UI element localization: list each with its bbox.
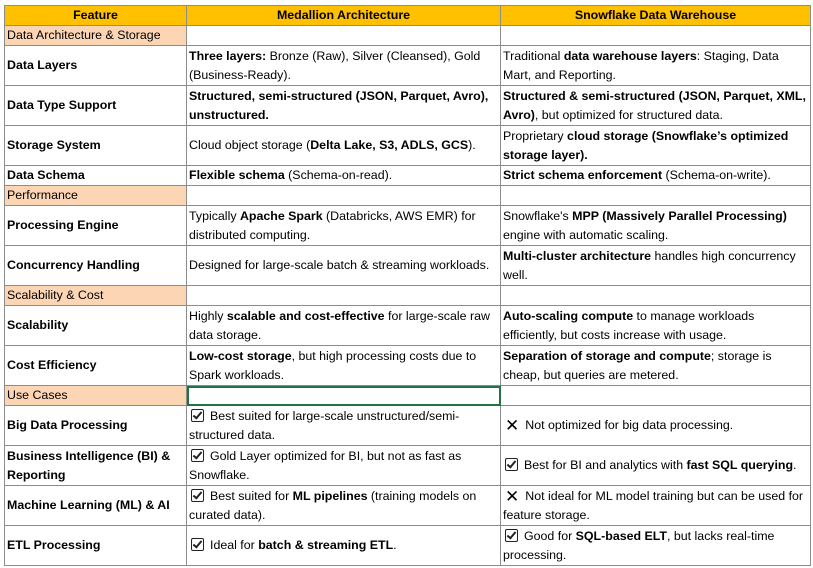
feature-ml-ai[interactable]: Machine Learning (ML) & AI — [5, 486, 187, 526]
table-row — [5, 46, 811, 86]
cell-text: . — [793, 458, 797, 472]
bold-text: Low-cost storage — [189, 348, 292, 363]
empty-cell[interactable] — [187, 186, 501, 206]
snowflake-cell[interactable] — [501, 246, 811, 286]
cell-text: Typically — [189, 208, 240, 223]
section-scalability[interactable]: Scalability & Cost — [5, 286, 187, 306]
cell-text: , but high processing costs due to Spark workloads. — [189, 348, 477, 382]
comparison-table — [4, 5, 811, 566]
cell-text: Ideal for — [210, 538, 259, 552]
cell-text: Best for BI and analytics with — [524, 458, 687, 472]
checkbox-checked-icon — [191, 489, 204, 502]
bold-text: Multi-cluster architecture — [503, 248, 652, 263]
snowflake-cell[interactable] — [501, 406, 811, 446]
medallion-cell[interactable] — [187, 486, 501, 526]
checkbox-checked-icon — [505, 529, 518, 542]
cell-text: Bronze (Raw), Silver (Cleansed), Gold (Business-Ready). — [189, 48, 481, 82]
bold-text: fast SQL querying — [686, 458, 794, 472]
snowflake-cell[interactable] — [501, 86, 811, 126]
checkbox-checked-icon — [191, 409, 204, 422]
bold-text: Apache Spark — [239, 208, 323, 223]
table-row — [5, 526, 811, 566]
empty-cell[interactable] — [187, 286, 501, 306]
snowflake-cell[interactable] — [501, 346, 811, 386]
medallion-cell[interactable] — [187, 446, 501, 486]
empty-cell[interactable] — [501, 286, 811, 306]
cell-text: Best suited for — [210, 488, 293, 503]
cell-text: (training models on curated data). — [189, 488, 477, 522]
bold-text: Auto-scaling compute — [503, 308, 634, 323]
cell-text: to manage workloads efficiently, but costs increase with usage. — [503, 308, 755, 342]
cell-text: Cloud object storage ( — [189, 138, 311, 152]
cell-text: . — [393, 538, 397, 552]
table-row — [5, 126, 811, 166]
selected-cell[interactable] — [187, 386, 501, 406]
snowflake-cell[interactable] — [501, 166, 811, 186]
cross-mark-icon: ✕ — [505, 486, 520, 506]
cell-text: , but lacks real-time processing. — [503, 528, 775, 562]
cell-text: Highly — [189, 308, 227, 323]
cross-mark-icon: ✕ — [505, 416, 520, 435]
table-row — [5, 346, 811, 386]
feature-data-layers[interactable]: Data Layers — [5, 46, 187, 86]
medallion-cell[interactable] — [187, 526, 501, 566]
cell-text: , but optimized for structured data. — [534, 107, 723, 122]
empty-cell[interactable] — [501, 186, 811, 206]
medallion-cell[interactable] — [187, 346, 501, 386]
header-row — [5, 6, 811, 26]
cell-text: Good for — [524, 528, 576, 543]
snowflake-cell[interactable] — [501, 46, 811, 86]
checkbox-checked-icon — [191, 449, 204, 462]
section-performance[interactable]: Performance — [5, 186, 187, 206]
medallion-cell[interactable] — [187, 46, 501, 86]
snowflake-cell[interactable] — [501, 526, 811, 566]
empty-cell[interactable] — [187, 26, 501, 46]
bold-text: Delta Lake, S3, ADLS, GCS — [310, 138, 469, 152]
table-row — [5, 86, 811, 126]
medallion-cell[interactable] — [187, 86, 501, 126]
medallion-cell[interactable] — [187, 306, 501, 346]
cell-text: ). — [468, 138, 476, 152]
table-row — [5, 166, 811, 186]
cell-text: (Databricks, AWS EMR) for distributed computing. — [189, 208, 476, 242]
cell-text: Snowflake's — [503, 208, 573, 223]
bold-text: Structured, semi-structured (JSON, Parquet, Avro), unstructured. — [189, 88, 489, 122]
feature-data-type-support[interactable]: Data Type Support — [5, 86, 187, 126]
cell-text: (Schema-on-write). — [662, 168, 771, 182]
bold-text: Strict schema enforcement — [503, 168, 663, 182]
snowflake-cell[interactable] — [501, 486, 811, 526]
cell-text: Not ideal for ML model training but can be used for feature storage. — [503, 488, 804, 522]
empty-cell[interactable] — [501, 386, 811, 406]
cell-text: Not optimized for big data processing. — [525, 418, 734, 432]
bold-text: data warehouse layers — [563, 48, 697, 63]
section-row — [5, 286, 811, 306]
feature-scalability[interactable]: Scalability — [5, 306, 187, 346]
bold-text: SQL-based ELT — [575, 528, 667, 543]
checkbox-checked-icon — [191, 538, 204, 551]
bold-text: scalable and cost-effective — [226, 308, 385, 323]
section-row — [5, 26, 811, 46]
section-architecture[interactable]: Data Architecture & Storage — [5, 26, 187, 46]
feature-processing-engine[interactable]: Processing Engine — [5, 206, 187, 246]
feature-bi-reporting[interactable]: Business Intelligence (BI) & Reporting — [5, 446, 187, 486]
bold-text: Flexible schema — [189, 168, 285, 182]
checkbox-checked-icon — [505, 458, 518, 471]
header-feature[interactable]: Feature — [5, 6, 187, 26]
table-row — [5, 406, 811, 446]
bold-text: cloud storage (Snowflake’s optimized storage layer). — [503, 128, 789, 162]
cell-text: ; storage is cheap, but queries are metered. — [503, 348, 772, 382]
snowflake-cell[interactable] — [501, 306, 811, 346]
medallion-cell[interactable] — [187, 206, 501, 246]
feature-storage-system[interactable]: Storage System — [5, 126, 187, 166]
cell-text: for large-scale raw data storage. — [189, 308, 490, 342]
bold-text: Structured & semi-structured (JSON, Parquet, XML, Avro) — [503, 88, 806, 122]
bold-text: MPP (Massively Parallel Processing) — [572, 208, 787, 223]
feature-cost-efficiency[interactable]: Cost Efficiency — [5, 346, 187, 386]
medallion-cell[interactable] — [187, 166, 501, 186]
bold-text: Separation of storage and compute — [503, 348, 711, 363]
medallion-cell[interactable] — [187, 406, 501, 446]
cell-text: : Staging, Data Mart, and Reporting. — [503, 48, 779, 82]
feature-etl[interactable]: ETL Processing — [5, 526, 187, 566]
medallion-cell[interactable] — [187, 246, 501, 286]
section-row — [5, 386, 811, 406]
cell-text: Designed for large-scale batch & streaming workloads. — [189, 258, 490, 272]
cell-text: engine with automatic scaling. — [503, 227, 669, 242]
snowflake-cell[interactable] — [501, 206, 811, 246]
bold-text: Three layers: — [189, 48, 267, 63]
header-snowflake[interactable]: Snowflake Data Warehouse — [501, 6, 811, 26]
medallion-cell[interactable] — [187, 126, 501, 166]
cell-text: Traditional — [503, 48, 564, 63]
feature-data-schema[interactable]: Data Schema — [5, 166, 187, 186]
feature-concurrency[interactable]: Concurrency Handling — [5, 246, 187, 286]
bold-text: batch & streaming ETL — [258, 538, 394, 552]
table-row — [5, 306, 811, 346]
bold-text: ML pipelines — [292, 488, 368, 503]
header-medallion[interactable]: Medallion Architecture — [187, 6, 501, 26]
feature-big-data[interactable]: Big Data Processing — [5, 406, 187, 446]
snowflake-cell[interactable] — [501, 126, 811, 166]
table-row — [5, 206, 811, 246]
cell-text: Proprietary — [503, 128, 568, 143]
table-row — [5, 486, 811, 526]
table-row — [5, 246, 811, 286]
cell-text: handles high concurrency well. — [503, 248, 796, 282]
table-row — [5, 446, 811, 486]
section-row — [5, 186, 811, 206]
section-use-cases[interactable]: Use Cases — [5, 386, 187, 406]
cell-text: Gold Layer optimized for BI, but not as fast as Snowflake. — [189, 448, 462, 482]
snowflake-cell[interactable] — [501, 446, 811, 486]
cell-text: (Schema-on-read). — [284, 168, 393, 182]
empty-cell[interactable] — [501, 26, 811, 46]
cell-text: Best suited for large-scale unstructured/semi-structured data. — [189, 408, 460, 442]
